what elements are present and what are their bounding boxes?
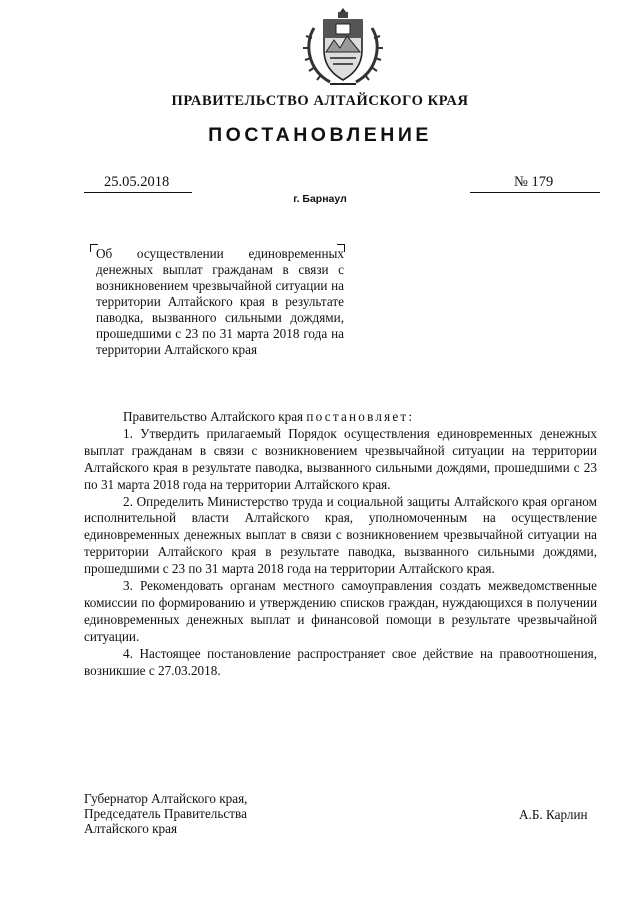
document-number: № 179 — [514, 174, 554, 190]
body-item-3: 3. Рекомендовать органам местного самоуправления создать межведомственные комиссии по формированию и утверждению списков граждан, нуждающихся в получении единовременных денежных выплат и финансовой помощи в результате чрезвычайной ситуации. — [84, 578, 597, 644]
signatory-position-line: Губернатор Алтайского края, — [84, 791, 248, 806]
signatory-position-line: Алтайского края — [84, 821, 178, 836]
body-intro — [84, 409, 597, 426]
intro-resolves: постановляет: — [306, 409, 415, 424]
signatory-position-line: Председатель Правительства — [84, 806, 247, 821]
organization-name: ПРАВИТЕЛЬСТВО АЛТАЙСКОГО КРАЯ — [171, 93, 469, 109]
document-place: г. Барнаул — [293, 193, 347, 205]
body-item-2: 2. Определить Министерство труда и социальной защиты Алтайского края органом исполнительной власти Алтайского края, уполномоченным на осуществление единовременных денежных выплат в связи с возникновением чрезвычайной ситуации на территории Алтайского края в результате паводка, вызванного сильными дождями, прошедшими с 23 по 31 марта 2018 года на территории Алтайского края. — [84, 493, 597, 577]
document-date: 25.05.2018 — [104, 174, 170, 190]
signatory-name: А.Б. Карлин — [519, 807, 588, 822]
coat-of-arms-icon — [300, 6, 386, 92]
intro-prefix: Правительство Алтайского края — [123, 409, 304, 424]
document-type-title: ПОСТАНОВЛЕНИЕ — [208, 124, 432, 146]
signatory-position — [84, 791, 247, 836]
body-item-1: 1. Утвердить прилагаемый Порядок осуществления единовременных денежных выплат гражданам в связи с возникновением чрезвычайной ситуации на территории Алтайского края в результате паводка, вызванного сильными дождями, прошедшими с 23 по 31 марта 2018 года на территории Алтайского края. — [84, 425, 597, 492]
document-subject: Об осуществлении единовременных денежных выплат гражданам в связи с возникновением чрезвычайной ситуации на территории Алтайского края в результате паводка, вызванного сильными дождями, прошедшими с 23 по 31 марта 2018 года на территории Алтайского края — [96, 246, 344, 357]
body-item-4: 4. Настоящее постановление распространяет свое действие на правоотношения, возникшие с 27.03.2018. — [84, 645, 597, 678]
document-body — [84, 409, 597, 680]
